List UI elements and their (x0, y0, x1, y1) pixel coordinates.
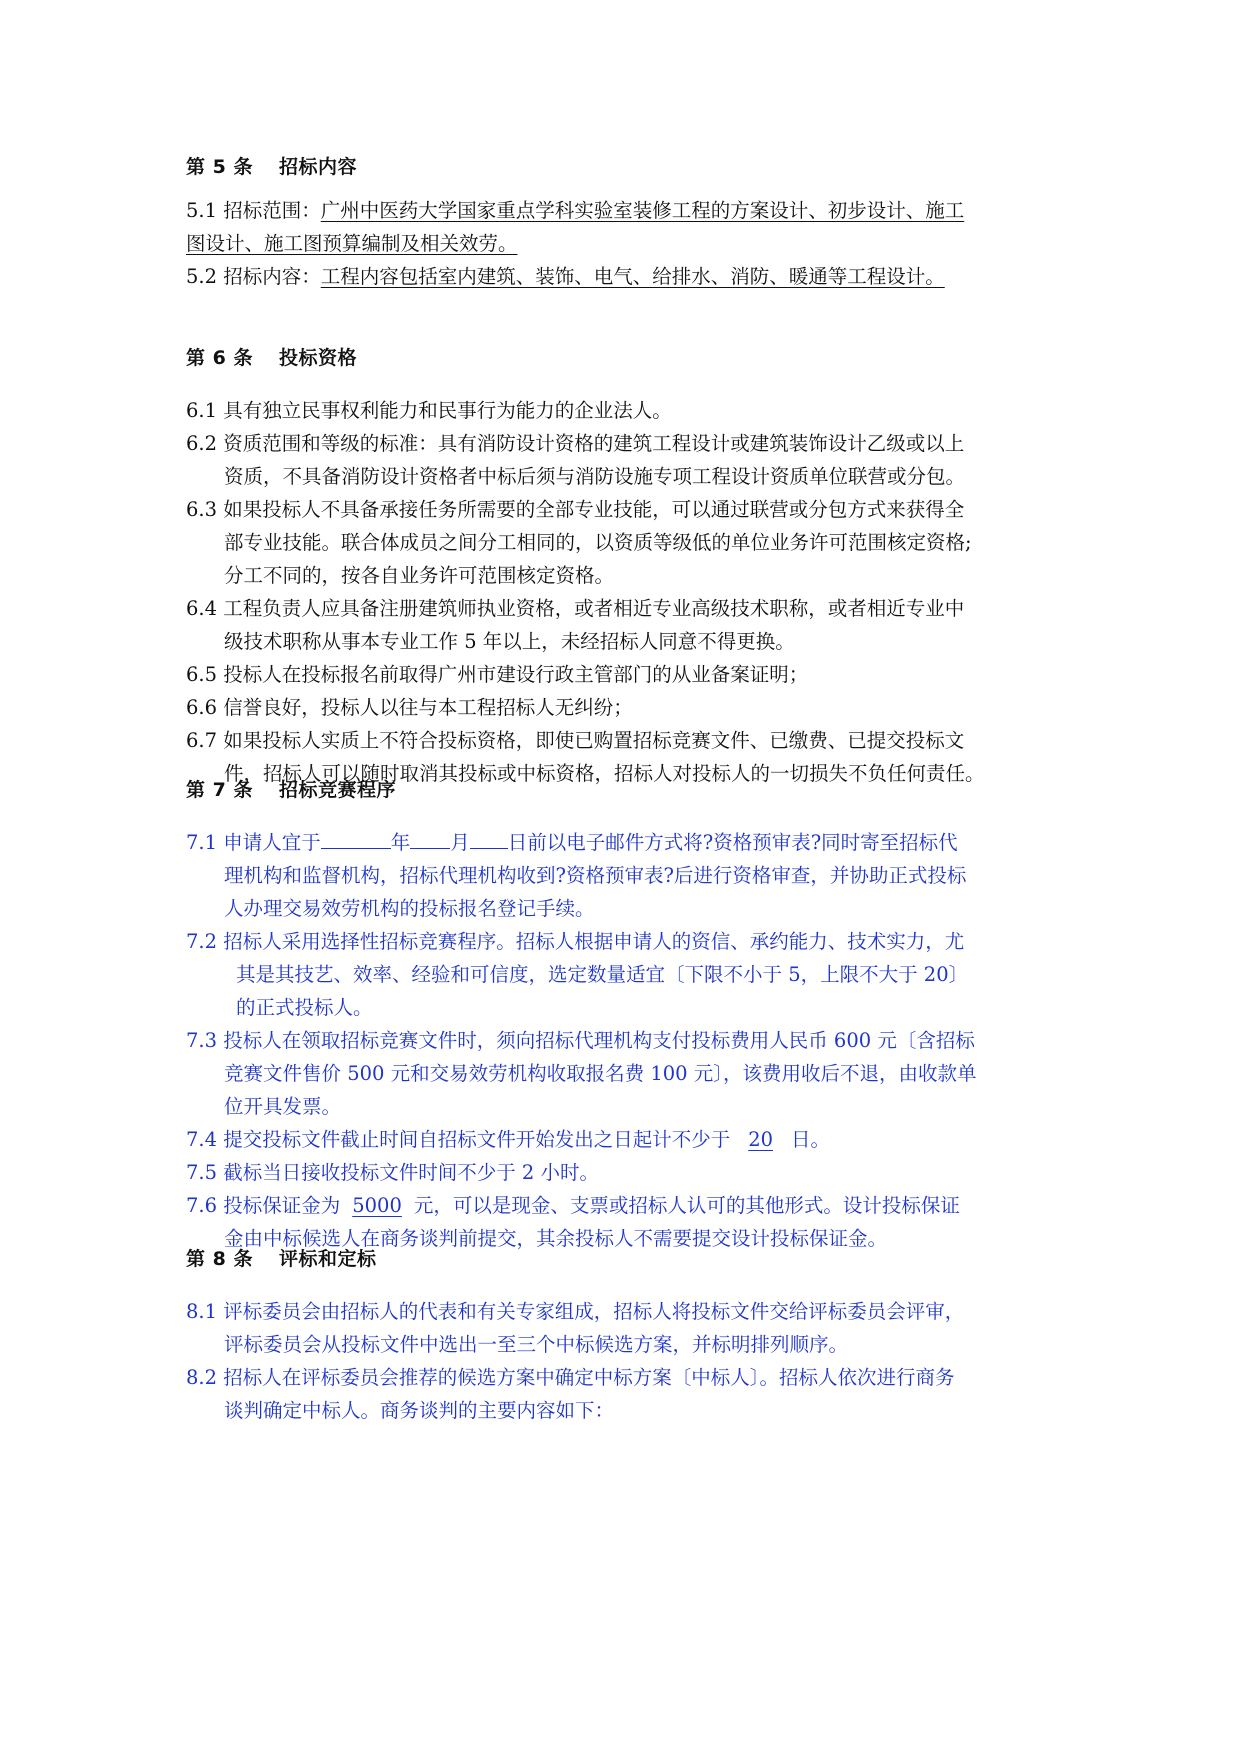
item-6-1: 6.1 具有独立民事权利能力和民事行为能力的企业法人。 (186, 399, 672, 422)
item-8-1: 8.1 评标委员会由招标人的代表和有关专家组成，招标人将投标文件交给评标委员会评审， (186, 1300, 965, 1323)
item-5-1-cont: 图设计、施工图预算编制及相关效劳。 (186, 232, 518, 255)
item-7-3-cont2: 位开具发票。 (224, 1095, 342, 1118)
item-6-3-cont: 部专业技能。联合体成员之间分工相同的，以资质等级低的单位业务许可范围核定资格; (224, 531, 972, 554)
item-7-4: 7.4 提交投标文件截止时间自招标文件开始发出之日起计不少于 20 日。 (186, 1128, 831, 1151)
item-6-2-cont: 资质，不具备消防设计资格者中标后须与消防设施专项工程设计资质单位联营或分包。 (224, 465, 966, 488)
section-8-title: 评标和定标 (278, 1248, 377, 1270)
item-8-2-cont: 谈判确定中标人。商务谈判的主要内容如下： (224, 1399, 615, 1422)
section-8-number: 第 8 条 (186, 1248, 253, 1270)
section-8-body (186, 1295, 1066, 1427)
item-7-2-cont: 其是其技艺、效率、经验和可信度，选定数量适宜〔下限不小于 5，上限不大于 20〕 (236, 963, 969, 986)
section-5-body (186, 194, 1066, 293)
item-7-2: 7.2 招标人采用选择性招标竞赛程序。招标人根据申请人的资信、承约能力、技术实力，尤 (186, 930, 965, 953)
item-6-4: 6.4 工程负责人应具备注册建筑师执业资格，或者相近专业高级技术职称，或者相近专业中 (186, 597, 965, 620)
item-7-2-cont2: 的正式投标人。 (236, 996, 373, 1019)
section-7-title: 招标竞赛程序 (278, 779, 396, 801)
item-7-6: 7.6 投标保证金为 5000 元，可以是现金、支票或招标人认可的其他形式。设计投标保证 (186, 1194, 960, 1217)
item-6-7: 6.7 如果投标人实质上不符合投标资格，即使已购置招标竞赛文件、已缴费、已提交投标文 (186, 729, 965, 752)
section-8-heading (186, 1244, 376, 1271)
item-6-3-cont2: 分工不同的，按各自业务许可范围核定资格。 (224, 564, 615, 587)
deposit-value: 5000 (352, 1194, 402, 1217)
section-7-number: 第 7 条 (186, 779, 253, 801)
item-6-6: 6.6 信誉良好，投标人以往与本工程招标人无纠纷； (186, 696, 633, 719)
item-8-1-cont: 评标委员会从投标文件中选出一至三个中标候选方案，并标明排列顺序。 (224, 1333, 849, 1356)
year-blank (321, 826, 391, 849)
month-blank (410, 826, 450, 849)
day-blank (470, 826, 508, 849)
section-5-heading (186, 152, 357, 179)
section-6-heading (186, 343, 357, 370)
item-7-6-cont: 金由中标候选人在商务谈判前提交，其余投标人不需要提交设计投标保证金。 (224, 1227, 888, 1250)
item-7-3-cont: 竞赛文件售价 500 元和交易效劳机构收取报名费 100 元〕，该费用收后不退，由收款单 (224, 1062, 977, 1085)
item-6-3: 6.3 如果投标人不具备承接任务所需要的全部专业技能，可以通过联营或分包方式来获得全 (186, 498, 965, 521)
item-7-1: 7.1 申请人宜于 年 月 日前以电子邮件方式将?资格预审表?同时寄至招标代 (186, 826, 1066, 859)
item-6-4-cont: 级技术职称从事本专业工作 5 年以上，未经招标人同意不得更换。 (224, 630, 795, 653)
item-6-7-cont: 件，招标人可以随时取消其投标或中标资格，招标人对投标人的一切损失不负任何责任。 (224, 762, 985, 785)
section-6-number: 第 6 条 (186, 347, 253, 369)
section-7-heading (186, 775, 396, 802)
section-7-body (186, 826, 1066, 1255)
item-5-2: 5.2 招标内容：工程内容包括室内建筑、装饰、电气、给排水、消防、暖通等工程设计。 (186, 265, 945, 288)
section-6-body (186, 394, 1066, 790)
days-value: 20 (748, 1128, 774, 1151)
item-6-2: 6.2 资质范围和等级的标准：具有消防设计资格的建筑工程设计或建筑装饰设计乙级或以上 (186, 432, 965, 455)
item-6-5: 6.5 投标人在投标报名前取得广州市建设行政主管部门的从业备案证明； (186, 663, 809, 686)
item-7-3: 7.3 投标人在领取招标竞赛文件时，须向招标代理机构支付投标费用人民币 600 元〔含招标 (186, 1029, 975, 1052)
item-5-1: 5.1 招标范围：广州中医药大学国家重点学科实验室装修工程的方案设计、初步设计、施工 (186, 199, 965, 222)
item-7-1-cont: 理机构和监督机构，招标代理机构收到?资格预审表?后进行资格审查，并协助正式投标 (224, 864, 967, 887)
section-5-number: 第 5 条 (186, 156, 253, 178)
section-5-title: 招标内容 (278, 156, 357, 178)
item-7-5: 7.5 截标当日接收投标文件时间不少于 2 小时。 (186, 1161, 600, 1184)
section-6-title: 投标资格 (278, 347, 357, 369)
item-8-2: 8.2 招标人在评标委员会推荐的候选方案中确定中标方案〔中标人〕。招标人依次进行商务 (186, 1366, 955, 1389)
item-7-1-cont2: 人办理交易效劳机构的投标报名登记手续。 (224, 897, 595, 920)
